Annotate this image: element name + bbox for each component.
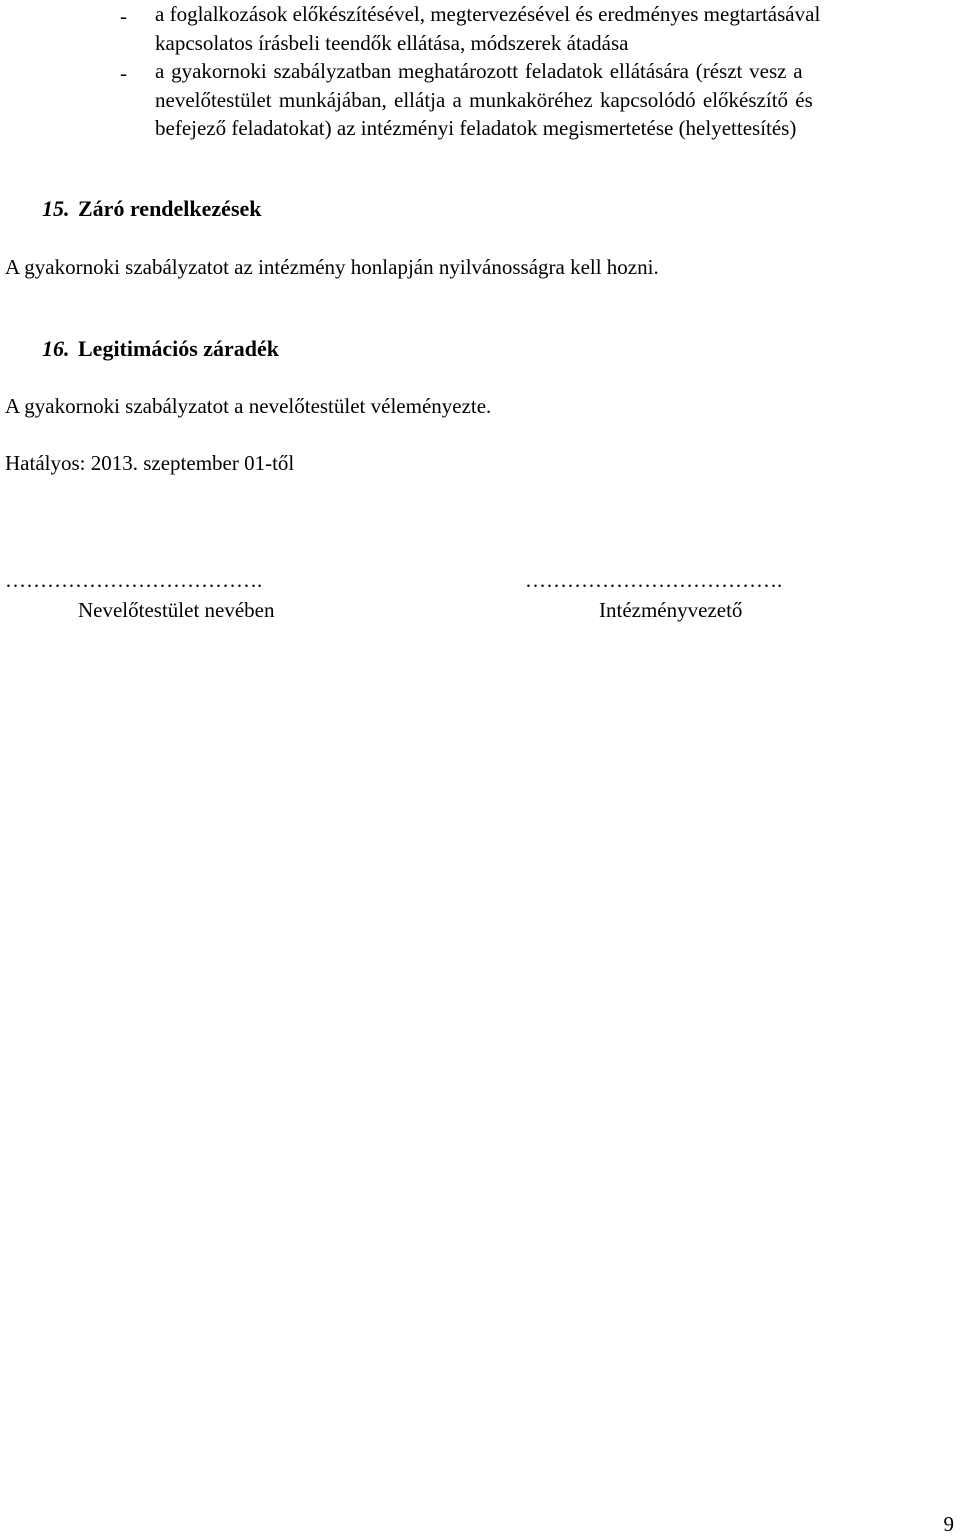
section-16-number: 16. bbox=[42, 336, 70, 361]
bullet-dash-1: - bbox=[120, 4, 127, 28]
bullet-2-line-3: befejező feladatokat) az intézményi feladatok megismertetése (helyettesítés) bbox=[155, 116, 797, 140]
section-15-title: Záró rendelkezések bbox=[78, 196, 262, 221]
signature-line-left: ………………………………. bbox=[5, 568, 263, 592]
section-15-heading bbox=[42, 196, 262, 222]
section-16-title: Legitimációs záradék bbox=[78, 336, 280, 361]
signature-label-left: Nevelőtestület nevében bbox=[78, 598, 275, 622]
section-15-text: A gyakornoki szabályzatot az intézmény honlapján nyilvánosságra kell hozni. bbox=[5, 255, 659, 279]
section-16-heading bbox=[42, 336, 279, 362]
section-15-number: 15. bbox=[42, 196, 70, 221]
bullet-2-line-2: nevelőtestület munkájában, ellátja a munkaköréhez kapcsolódó előkészítő és bbox=[155, 88, 813, 112]
bullet-dash-2: - bbox=[120, 61, 127, 85]
bullet-1-line-1: a foglalkozások előkészítésével, megtervezésével és eredményes megtartásával bbox=[155, 2, 821, 26]
page-number: 9 bbox=[943, 1512, 954, 1536]
section-16-text: A gyakornoki szabályzatot a nevelőtestület véleményezte. bbox=[5, 394, 492, 418]
bullet-1-line-2: kapcsolatos írásbeli teendők ellátása, módszerek átadása bbox=[155, 31, 629, 55]
signature-line-right: ………………………………. bbox=[525, 568, 783, 592]
bullet-2-line-1: a gyakornoki szabályzatban meghatározott feladatok ellátására (részt vesz a bbox=[155, 59, 803, 83]
signature-label-right: Intézményvezető bbox=[599, 598, 743, 622]
effective-date: Hatályos: 2013. szeptember 01-től bbox=[5, 451, 295, 475]
